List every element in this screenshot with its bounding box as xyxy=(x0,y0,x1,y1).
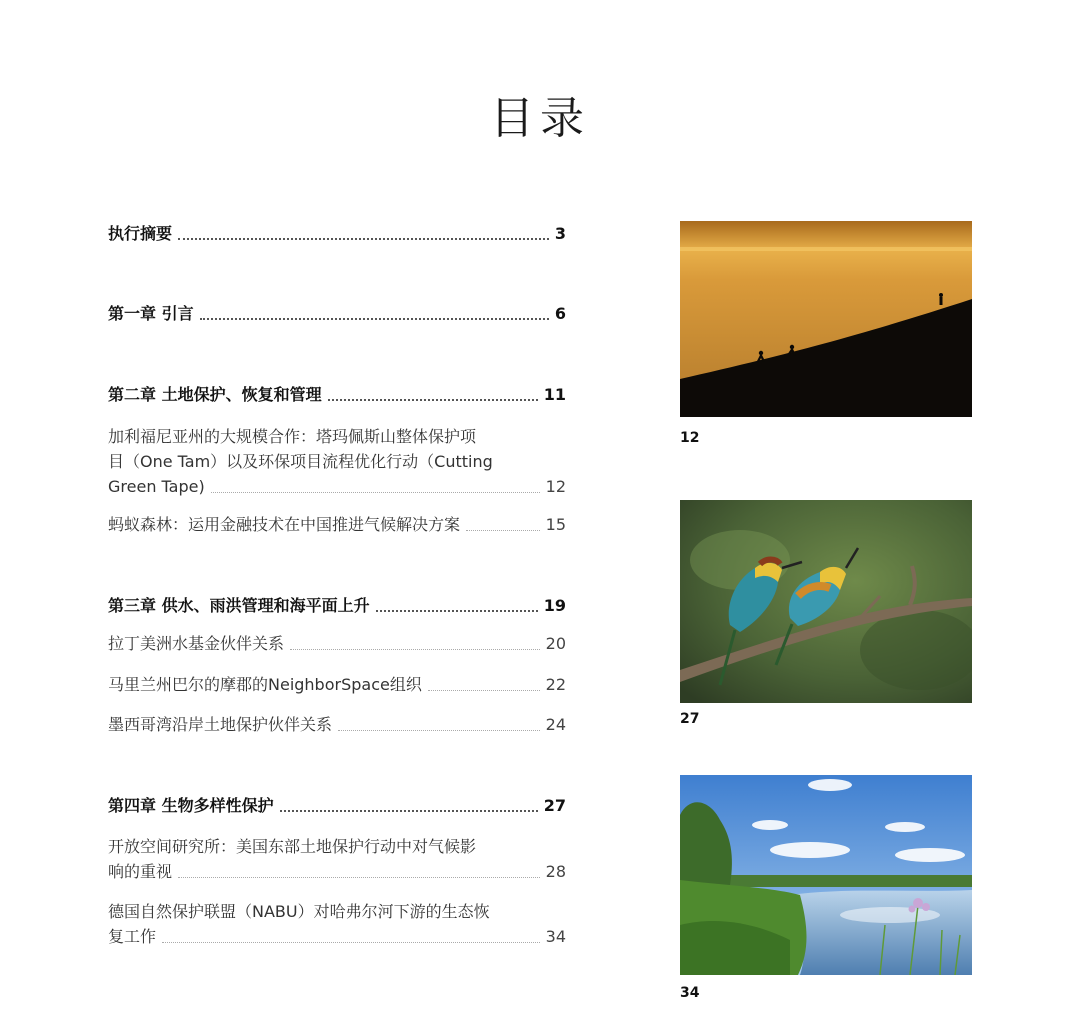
toc-entry-gulf-coast[interactable] xyxy=(108,713,566,737)
toc-entry-title: 第二章 土地保护、恢复和管理 xyxy=(108,385,322,404)
dot-leader xyxy=(162,942,540,943)
toc-entry-line: 开放空间研究所：美国东部土地保护行动中对气候影 xyxy=(108,837,477,856)
toc-entry-title: 蚂蚁森林：运用金融技术在中国推进气候解决方案 xyxy=(108,515,461,534)
dot-leader xyxy=(466,530,540,531)
toc-page-number: 20 xyxy=(545,634,566,653)
toc-page-number: 15 xyxy=(545,515,566,534)
toc-entry-title: 第四章 生物多样性保护 xyxy=(108,796,274,815)
toc-entry-title: 拉丁美洲水基金伙伴关系 xyxy=(108,634,285,653)
dot-leader xyxy=(178,877,540,878)
dot-leader xyxy=(428,690,540,691)
toc-entry-neighborspace[interactable] xyxy=(108,673,566,697)
toc-page-number: 28 xyxy=(545,862,566,881)
toc-page-number: 12 xyxy=(545,477,566,496)
toc-page-number: 19 xyxy=(543,596,566,615)
toc-entry-ant-forest[interactable] xyxy=(108,513,566,537)
toc-entry-line: 复工作 xyxy=(108,927,157,946)
toc-entry-open-space-institute[interactable] xyxy=(108,834,566,884)
toc-entry-chapter-2[interactable] xyxy=(108,383,566,407)
dot-leader xyxy=(280,810,538,812)
dot-leader xyxy=(200,318,549,320)
dot-leader xyxy=(338,730,540,731)
toc-entry-line: 响的重视 xyxy=(108,862,173,881)
toc-page-number: 3 xyxy=(554,224,566,243)
photo-caption: 34 xyxy=(680,985,700,1001)
toc-entry-title: 执行摘要 xyxy=(108,224,173,243)
toc-entry-title: 马里兰州巴尔的摩郡的NeighborSpace组织 xyxy=(108,675,422,694)
toc-entry-line: Green Tape) xyxy=(108,477,205,496)
dot-leader xyxy=(290,649,540,650)
photo-river-landscape xyxy=(680,775,972,975)
toc-entry-one-tam[interactable] xyxy=(108,424,566,499)
photo-sunset-hill-runners xyxy=(680,221,972,417)
toc-entry-line: 目（One Tam）以及环保项目流程优化行动（Cutting xyxy=(108,452,493,471)
dot-leader xyxy=(376,610,538,612)
dot-leader xyxy=(178,238,549,240)
toc-entry-chapter-4[interactable] xyxy=(108,794,566,818)
toc-page-number: 11 xyxy=(543,385,566,404)
dot-leader xyxy=(211,492,540,493)
toc-entry-line: 加利福尼亚州的大规模合作：塔玛佩斯山整体保护项 xyxy=(108,427,477,446)
toc-entry-chapter-1[interactable] xyxy=(108,302,566,326)
dot-leader xyxy=(328,399,538,401)
toc-page-number: 24 xyxy=(545,715,566,734)
page-title: 目录 xyxy=(490,93,590,144)
toc-entry-nabu[interactable] xyxy=(108,899,566,949)
toc-entry-summary[interactable] xyxy=(108,222,566,246)
toc-entry-water-funds[interactable] xyxy=(108,632,566,656)
photo-caption: 12 xyxy=(680,430,700,446)
toc-page-number: 6 xyxy=(554,304,566,323)
photo-caption: 27 xyxy=(680,711,700,727)
toc-entry-title: 墨西哥湾沿岸土地保护伙伴关系 xyxy=(108,715,333,734)
toc-entry-title: 第三章 供水、雨洪管理和海平面上升 xyxy=(108,596,370,615)
toc-entry-title: 第一章 引言 xyxy=(108,304,194,323)
toc-page-number: 27 xyxy=(543,796,566,815)
toc-page-number: 22 xyxy=(545,675,566,694)
toc-entry-chapter-3[interactable] xyxy=(108,594,566,618)
photo-bee-eater-birds xyxy=(680,500,972,703)
toc-page-number: 34 xyxy=(545,927,566,946)
toc-entry-line: 德国自然保护联盟（NABU）对哈弗尔河下游的生态恢 xyxy=(108,902,490,921)
